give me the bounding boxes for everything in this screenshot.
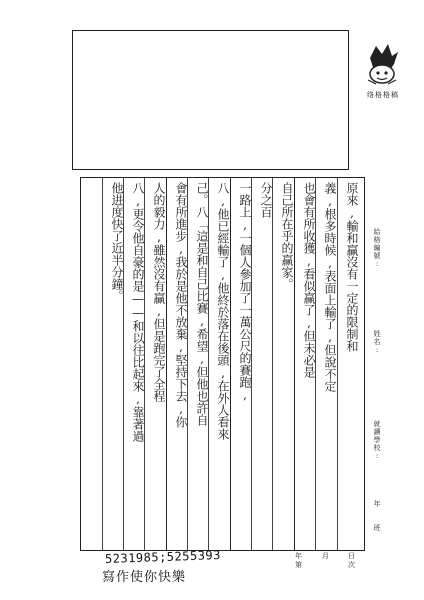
tag-label: 給格編號:	[373, 228, 381, 269]
essay-column-12: 他进度快了近半分鐘。	[110, 182, 124, 302]
essay-column-7: 八,他已經輸了,他終於落在後頭,在外人看來	[216, 182, 230, 440]
essay-column-9: 會有所進步,我於是他不放棄,堅持下去,你	[174, 182, 188, 428]
school-label: 就讀學校:	[373, 420, 381, 461]
class-label: 班	[373, 524, 381, 532]
date-month: 月	[322, 552, 329, 560]
name-label: 姓名:	[373, 330, 381, 355]
essay-column-2: 義,根多時候,表面上輸了,但說不定	[323, 182, 337, 392]
writing-grid	[80, 177, 365, 551]
essay-column-8: 己。八「這是和自己比賽,希望,但他也許自	[195, 182, 209, 426]
count-label: 次	[348, 561, 355, 569]
essay-column-3: 也會有所收獲,看似赢了,但未必是	[302, 182, 316, 378]
essay-column-4: 自己所在乎的赢家。	[280, 182, 294, 290]
essay-column-11: 八,更令他自豪的是——和以往比起來,靠著過	[131, 182, 145, 442]
grade-label: 年	[373, 500, 381, 508]
essay-column-10: 人的毅力,雖然沒有贏,但是跑完了全程	[152, 182, 166, 402]
teacher-comment-box	[72, 30, 349, 170]
mascot-logo-icon	[362, 40, 402, 88]
essay-column-6: 一路上,一個人參加了一萬公尺的賽跑,	[238, 182, 252, 402]
date-day: 日	[348, 552, 355, 560]
essay-column-5: 分之百	[259, 182, 273, 218]
essay-column-1: 原來,輸和贏沒有一定的限制和	[345, 182, 359, 352]
stamp-phone-number: 5231985;5255393	[104, 547, 222, 567]
stamp-slogan: 寫作使你快樂	[102, 570, 187, 585]
logo-caption: 络格格稿	[367, 91, 399, 99]
page-number-label: 第	[295, 561, 302, 569]
date-year: 年	[295, 552, 302, 560]
